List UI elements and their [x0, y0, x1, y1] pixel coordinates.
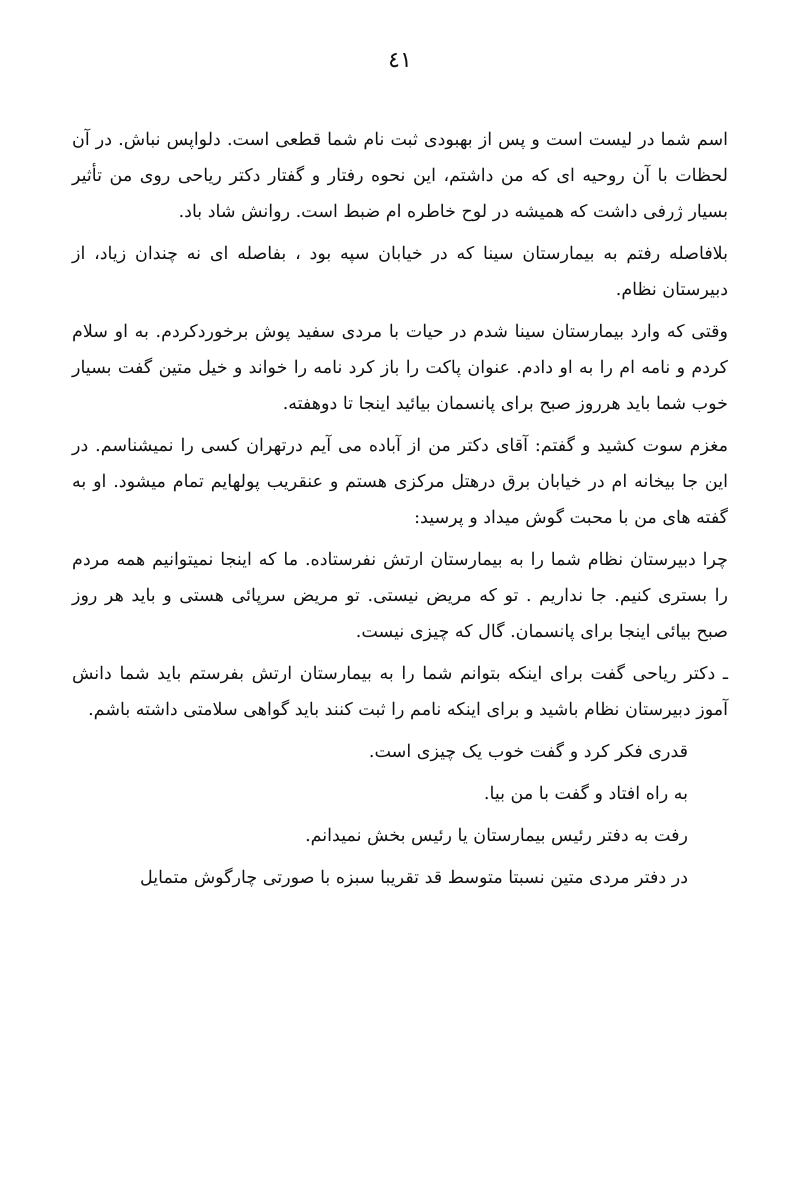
- body-text: [72, 122, 728, 902]
- paragraph-7: قدری فکر کرد و گفت خوب یک چیزی است.: [368, 742, 688, 762]
- paragraph-2: بلافاصله رفتم به بیمارستان سینا که در خیابان سپه بود ، بفاصله ای نه چندان زیاد، از دبیرستان نظام.: [72, 244, 728, 300]
- page-number: ٤١: [388, 48, 412, 73]
- paragraph-5: چرا دبیرستان نظام شما را به بیمارستان ارتش نفرستاده. ما که اینجا نمیتوانیم همه مردم را بستری کنیم. جا نداریم . تو که مریض نیستی. تو مریض سرپائی هستی و باید هر روز صبح بیائی اینجا برای پانسمان. گال که چیزی نیست.: [72, 550, 728, 642]
- paragraph-10: در دفتر مردی متین نسبتا متوسط قد تقریبا سبزه با صورتی چارگوش متمایل: [140, 868, 688, 888]
- paragraph-1: اسم شما در لیست است و پس از بهبودی ثبت نام شما قطعی است. دلواپس نباش. در آن لحظات با آن روحیه ای که من داشتم، این نحوه رفتار و گفتار دکتر ریاحی روی من تأثیر بسیار ژرفی داشت که همیشه در لوح خاطره ام ضبط است. روانش شاد باد.: [72, 130, 728, 222]
- paragraph-8: به راه افتاد و گفت با من بیا.: [483, 784, 688, 804]
- paragraph-6: ـ دکتر ریاحی گفت برای اینکه بتوانم شما را به بیمارستان ارتش بفرستم باید شما دانش آموز دبیرستان نظام باشید و برای اینکه نامم را ثبت کنند باید گواهی سلامتی داشته باشم.: [72, 664, 728, 720]
- paragraph-9: رفت به دفتر رئیس بیمارستان یا رئیس بخش نمیدانم.: [305, 826, 688, 846]
- paragraph-3: وقتی که وارد بیمارستان سینا شدم در حیات با مردی سفید پوش برخوردکردم. به او سلام کردم و نامه ام را به او دادم. عنوان پاکت را باز کرد نامه را خواند و خیل متین گفت بسیار خوب شما باید هرروز صبح برای پانسمان بیائید اینجا تا دوهفته.: [72, 322, 728, 414]
- paragraph-4: مغزم سوت کشید و گفتم: آقای دکتر من از آباده می آیم درتهران کسی را نمیشناسم. در این جا بیخانه ام در خیابان برق درهتل مرکزی هستم و عنقریب پولهایم تمام میشود. او به گفته های من با محبت گوش میداد و پرسید:: [72, 436, 728, 528]
